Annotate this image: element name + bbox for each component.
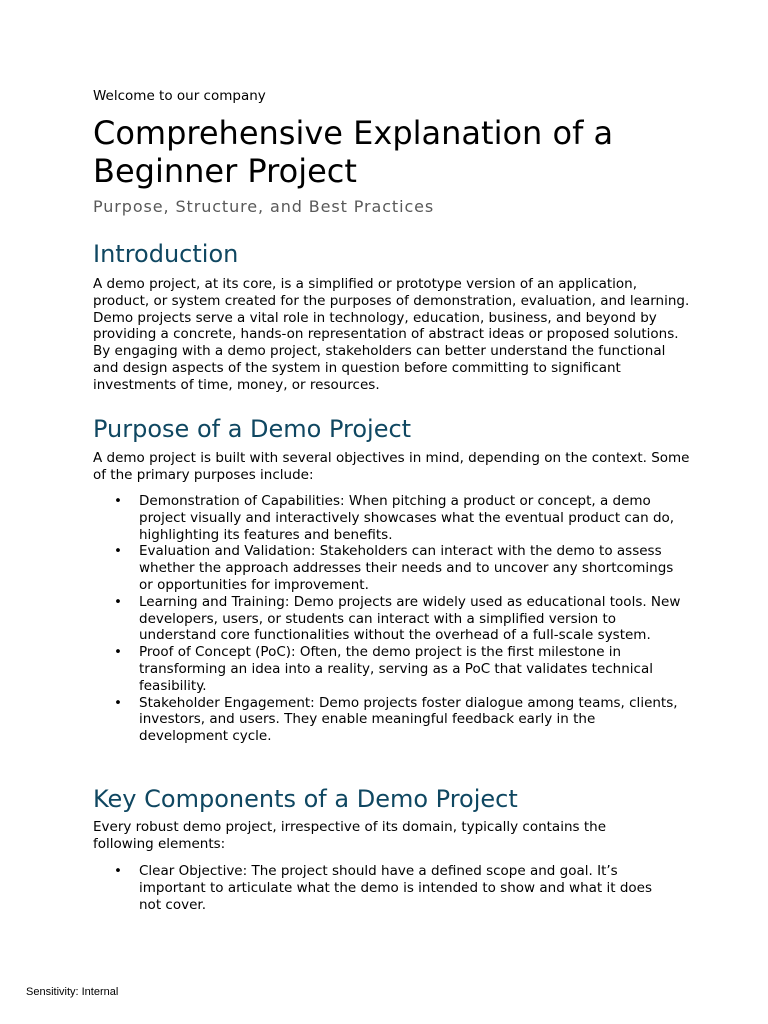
bullet-icon: •: [114, 543, 122, 560]
page-header-text: Welcome to our company: [93, 88, 266, 104]
list-item-text: Evaluation and Validation: Stakeholders can interact with the demo to assess whether the approach addresses their needs and to uncover any shortcomings or opportunities for improvement.: [139, 543, 674, 593]
bullet-icon: •: [114, 863, 122, 879]
list-item-text: Stakeholder Engagement: Demo projects foster dialogue among teams, clients, investors, and users. They enable meaningful feedback early in the development cycle.: [139, 694, 678, 745]
list-item-text: Demonstration of Capabilities: When pitching a product or concept, a demo project visually and interactively showcases what the eventual product can do, highlighting its features and benefits.: [139, 493, 675, 543]
sensitivity-label: Sensitivity: Internal: [26, 986, 119, 998]
list-item-text: Clear Objective: The project should have a defined scope and goal. It’s important to articulate what the demo is intended to show and what it does not cover.: [139, 863, 653, 913]
list-item: [93, 594, 683, 644]
document-subtitle: Purpose, Structure, and Best Practices: [93, 197, 435, 216]
list-item: [93, 695, 683, 745]
bullet-icon: •: [114, 493, 122, 509]
section-heading-purpose: Purpose of a Demo Project: [93, 415, 412, 443]
introduction-paragraph: A demo project, at its core, is a simplified or prototype version of an application, product, or system created for the purposes of demonstration, evaluation, and learning. Demo projects serve a vital role in technology, education, business, and beyond by providing a concrete, hands-on representation of abstract ideas or proposed solutions. By engaging with a demo project, stakeholders can better understand the functional and design aspects of the system in question before committing to significant investments of time, money, or resources.: [93, 276, 690, 393]
key-components-paragraph: Every robust demo project, irrespective of its domain, typically contains the following elements:: [93, 819, 606, 852]
list-item: [93, 863, 653, 913]
section-heading-introduction: Introduction: [93, 240, 239, 268]
list-item: [93, 493, 683, 543]
list-item: [93, 644, 683, 694]
bullet-icon: •: [114, 694, 122, 711]
list-item: [93, 543, 683, 593]
list-item-text: Proof of Concept (PoC): Often, the demo project is the first milestone in transforming an idea into a reality, serving as a PoC that validates technical feasibility.: [139, 644, 653, 694]
purpose-bullet-list: [93, 493, 683, 745]
purpose-paragraph: A demo project is built with several objectives in mind, depending on the context. Some of the primary purposes include:: [93, 450, 690, 483]
key-components-bullet-list: [93, 863, 653, 913]
document-title: Comprehensive Explanation of a Beginner Project: [93, 114, 614, 190]
list-item-text: Learning and Training: Demo projects are widely used as educational tools. New developers, users, or students can interact with a simplified version to understand core functionalities without the overhead of a full-scale system.: [139, 593, 681, 644]
section-heading-key-components: Key Components of a Demo Project: [93, 785, 518, 813]
bullet-icon: •: [114, 644, 122, 661]
bullet-icon: •: [114, 593, 122, 610]
